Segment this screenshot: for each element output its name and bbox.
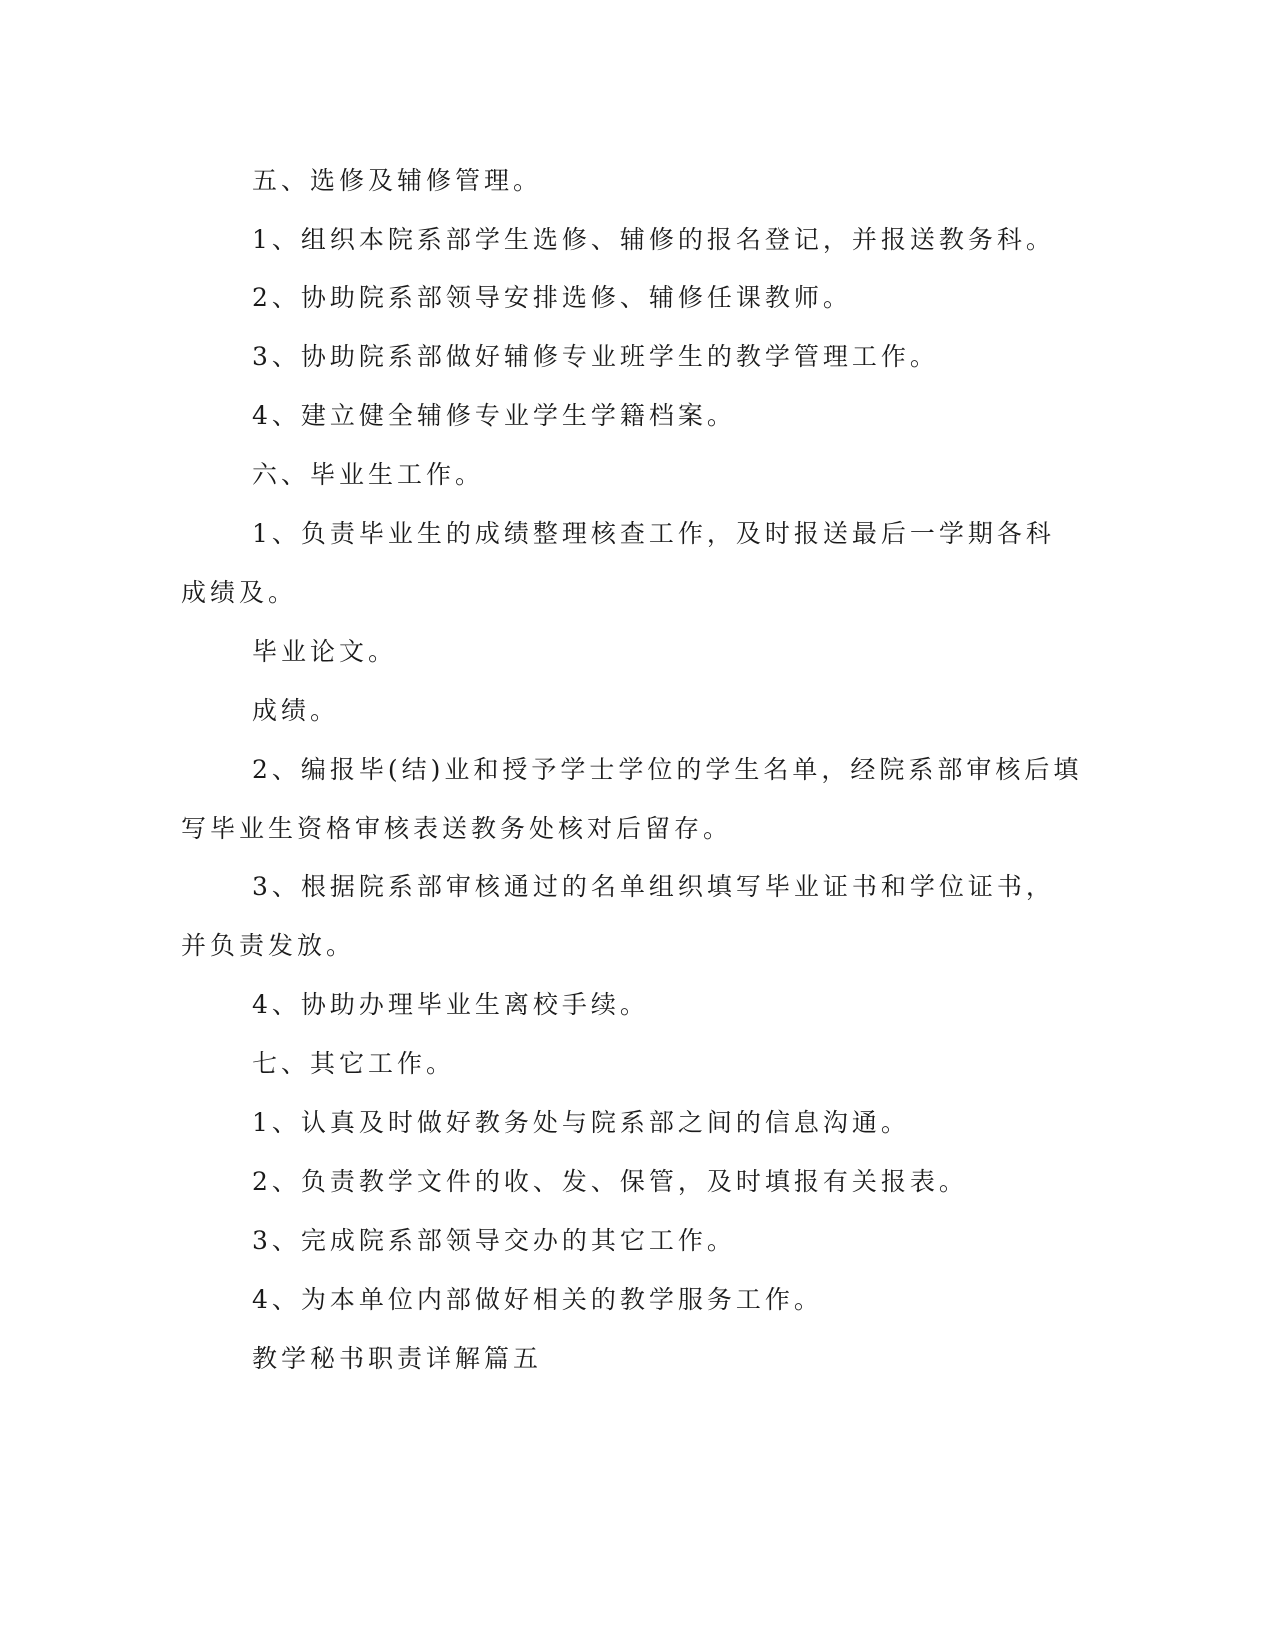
- section-heading-5: 五、选修及辅修管理。: [252, 166, 543, 195]
- paragraph: 3、完成院系部领导交办的其它工作。: [252, 1226, 736, 1255]
- article-title: 教学秘书职责详解篇五: [252, 1344, 543, 1373]
- paragraph: 1、负责毕业生的成绩整理核查工作，及时报送最后一学期各科: [252, 519, 1055, 548]
- section-heading-7: 七、其它工作。: [252, 1049, 456, 1078]
- paragraph-continuation: 并负责发放。: [181, 931, 356, 960]
- paragraph: 3、根据院系部审核通过的名单组织填写毕业证书和学位证书，: [252, 872, 1055, 901]
- paragraph: 2、负责教学文件的收、发、保管，及时填报有关报表。: [252, 1167, 968, 1196]
- paragraph: 成绩。: [252, 696, 340, 725]
- paragraph: 3、协助院系部做好辅修专业班学生的教学管理工作。: [252, 342, 939, 371]
- paragraph: 2、协助院系部领导安排选修、辅修任课教师。: [252, 283, 852, 312]
- paragraph: 4、为本单位内部做好相关的教学服务工作。: [252, 1285, 823, 1314]
- paragraph: 1、组织本院系部学生选修、辅修的报名登记，并报送教务科。: [252, 225, 1055, 254]
- paragraph: 1、认真及时做好教务处与院系部之间的信息沟通。: [252, 1108, 910, 1137]
- paragraph: 4、建立健全辅修专业学生学籍档案。: [252, 401, 736, 430]
- paragraph: 毕业论文。: [252, 637, 398, 666]
- section-heading-6: 六、毕业生工作。: [252, 460, 485, 489]
- paragraph-continuation: 成绩及。: [181, 578, 298, 607]
- paragraph-continuation: 写毕业生资格审核表送教务处核对后留存。: [181, 814, 733, 843]
- paragraph: 4、协助办理毕业生离校手续。: [252, 990, 649, 1019]
- paragraph: 2、编报毕(结)业和授予学士学位的学生名单，经院系部审核后填: [252, 755, 1083, 784]
